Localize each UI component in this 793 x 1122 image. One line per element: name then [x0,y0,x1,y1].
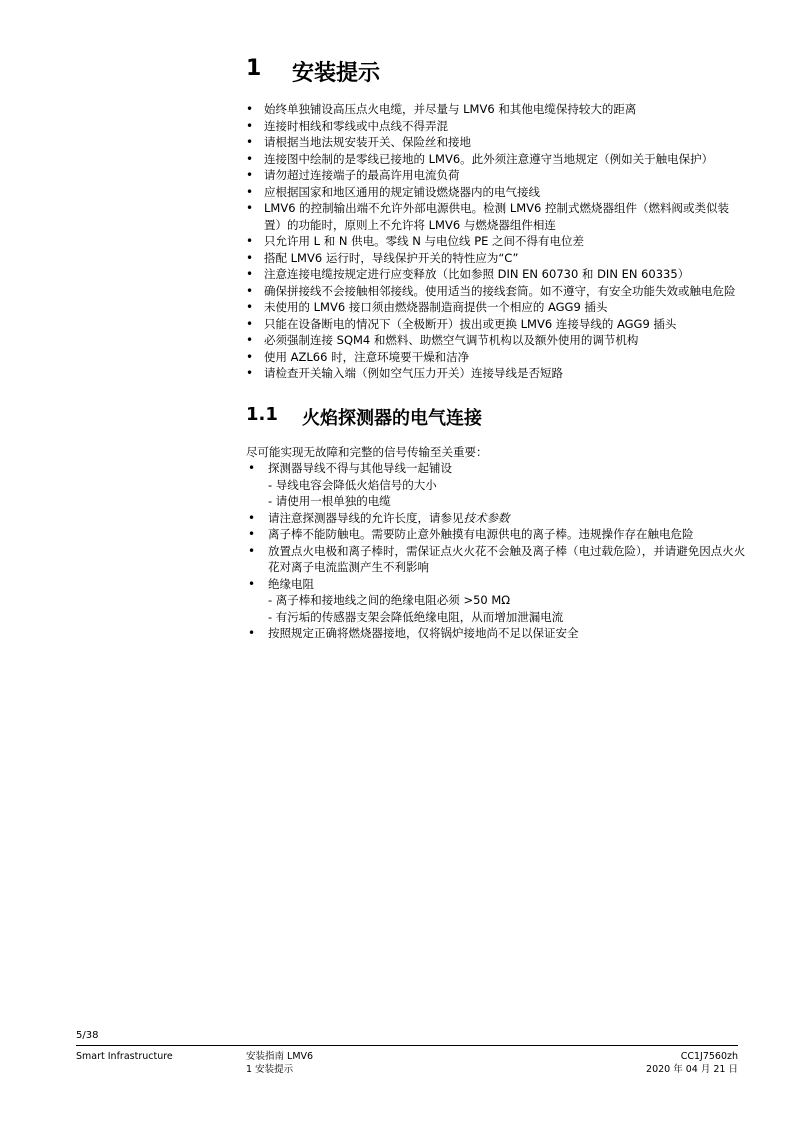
footer-divider [76,1045,738,1046]
list-item: • 只能在设备断电的情况下（全极断开）拔出或更换 LMV6 连接导线的 AGG9 插头 [246,316,746,333]
list-item: • 请勿超过连接端子的最高许用电流负荷 [246,167,746,184]
sub-item: - 请使用一根单独的电缆 [268,494,391,508]
page-content [246,56,746,642]
page-number: 5/38 [76,1030,99,1041]
list-item: • 必须强制连接 SQM4 和燃料、助燃空气调节机构以及额外使用的调节机构 [246,332,746,349]
section-intro: 尽可能实现无故障和完整的信号传输至关重要： [246,444,488,459]
list-item: • 请检查开关输入端（例如空气压力开关）连接导线是否短路 [246,365,746,382]
technical-data-reference[interactable]: 技术参数 [463,510,510,525]
list-item: • 连接时相线和零线或中点线不得弄混 [246,118,746,135]
list-item [246,510,746,527]
section-1-heading [246,56,746,87]
list-item: • 按照规定正确将燃烧器接地，仅将锅炉接地尚不足以保证安全 [246,625,746,642]
footer-chapter: 1 安装提示 [246,1064,294,1075]
flame-detector-list [246,460,746,642]
footer-date: 2020 年 04 月 21 日 [646,1064,738,1075]
list-item: • 未使用的 LMV6 接口须由燃烧器制造商提供一个相应的 AGG9 插头 [246,299,746,316]
sub-item: - 导线电容会降低火焰信号的大小 [268,477,437,492]
footer-company: Smart Infrastructure [76,1051,173,1062]
footer-doc-title: 安装指南 LMV6 [246,1051,314,1062]
list-item: • 只允许用 L 和 N 供电。零线 N 与电位线 PE 之间不得有电位差 [246,233,746,250]
list-item-text: 绝缘电阻 [268,576,314,591]
footer-doc-id: CC1J7560zh [680,1051,738,1062]
list-item: • 请根据当地法规安装开关、保险丝和接地 [246,134,746,151]
section-title: 安装提示 [292,61,381,86]
section-title: 火焰探测器的电气连接 [302,407,482,429]
list-item: • 搭配 LMV6 运行时，导线保护开关的特性应为“C” [246,250,746,267]
list-item-text: 请注意探测器导线的允许长度，请参见 [268,510,464,525]
list-item: • 确保拼接线不会接触相邻接线。使用适当的接线套筒。如不遵守，有安全功能失效或触电危险 [246,283,746,300]
section-1-1-heading [246,404,746,430]
list-item-text: 探测器导线不得与其他导线一起铺设 [268,461,452,475]
list-item: • 使用 AZL66 时，注意环境要干燥和洁净 [246,349,746,366]
list-item: • 离子棒不能防触电。需要防止意外触摸有电源供电的离子棒。违规操作存在触电危险 [246,526,746,543]
list-item: • 始终单独铺设高压点火电缆，并尽量与 LMV6 和其他电缆保持较大的距离 [246,101,746,118]
sub-item: - 离子棒和接地线之间的绝缘电阻必须 >50 MΩ [268,593,511,607]
list-item: • 注意连接电缆按规定进行应变释放（比如参照 DIN EN 60730 和 DIN EN 60335） [246,266,746,283]
section-number: 1.1 [246,403,278,425]
sub-item: - 有污垢的传感器支架会降低绝缘电阻，从而增加泄漏电流 [268,609,564,624]
list-item: • LMV6 的控制输出端不允许外部电源供电。检测 LMV6 控制式燃烧器组件（燃料阀或类似装置）的功能时，原则上不允许将 LMV6 与燃烧器组件相连 [246,200,746,233]
section-number: 1 [246,56,262,81]
footer-doc-info [246,1050,313,1076]
footer-meta [646,1050,738,1076]
installation-notes-list [246,101,746,382]
list-item: • 应根据国家和地区通用的规定铺设燃烧器内的电气接线 [246,184,746,201]
list-item: • 连接图中绘制的是零线已接地的 LMV6。此外须注意遵守当地规定（例如关于触电保护） [246,151,746,168]
list-item [246,576,746,626]
list-item: • 放置点火电极和离子棒时，需保证点火火花不会触及离子棒（电过载危险），并请避免因点火火花对离子电流监测产生不利影响 [246,543,746,576]
list-item [246,460,746,510]
